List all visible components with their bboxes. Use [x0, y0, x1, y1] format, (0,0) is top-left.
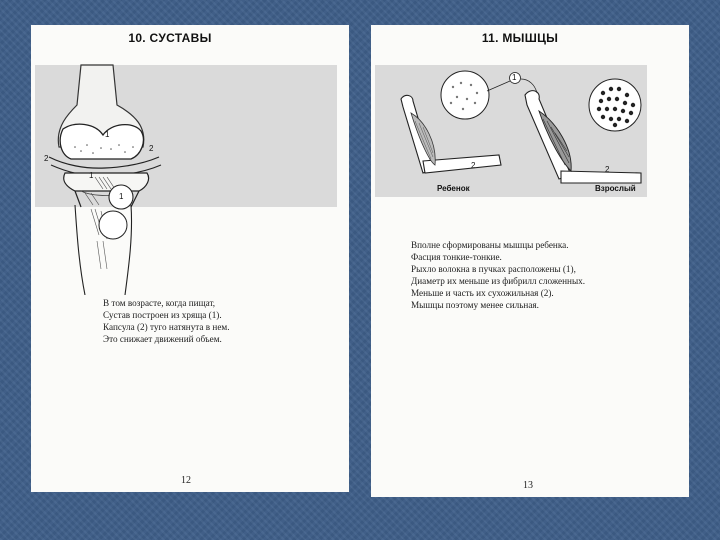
text-line: Мышцы поэтому менее сильная. — [411, 300, 539, 310]
page-number: 13 — [523, 480, 533, 491]
figure-label: 2 — [605, 165, 610, 174]
figure-label: 1 — [105, 130, 110, 139]
text-line: Сустав построен из хряща (1). — [103, 310, 222, 320]
text-line: Вполне сформированы мышцы ребенка. — [411, 240, 569, 250]
text-line: Диаметр их меньше из фибрилл сложенных. — [411, 276, 586, 286]
figure-label: 1 — [89, 171, 94, 180]
muscle-illustration — [375, 65, 647, 197]
text-line: Фасция тонкие-тонкие. — [411, 252, 502, 262]
text-line: В том возрасте, когда пищат, — [103, 298, 216, 308]
right-page — [371, 25, 689, 497]
knee-joint-figure — [35, 65, 337, 207]
figure-label: 2 — [44, 154, 49, 163]
left-page — [31, 25, 349, 492]
text-line: Капсула (2) туго натянута в нем. — [103, 322, 230, 332]
figure-label: 1 — [512, 73, 517, 82]
text-line: Меньше и часть их сухожильная (2). — [411, 288, 554, 298]
figure-label: 2 — [149, 144, 154, 153]
poem-text — [411, 239, 585, 311]
knee-joint-illustration — [35, 65, 337, 207]
page-number: 12 — [181, 475, 191, 486]
caption-child: Ребенок — [437, 184, 470, 193]
lower-leg-illustration — [57, 205, 177, 295]
figure-label: 1 — [119, 192, 124, 201]
page-title: 11. МЫШЦЫ — [481, 31, 559, 45]
text-line: Это снижает движений объем. — [103, 334, 222, 344]
poem-text — [103, 297, 230, 345]
muscle-figure — [375, 65, 647, 197]
text-line: Рыхло волокна в пучках расположены (1), — [411, 264, 576, 274]
figure-label: 2 — [471, 161, 476, 170]
caption-adult: Взрослый — [595, 184, 636, 193]
page-title: 10. СУСТАВЫ — [128, 31, 212, 45]
